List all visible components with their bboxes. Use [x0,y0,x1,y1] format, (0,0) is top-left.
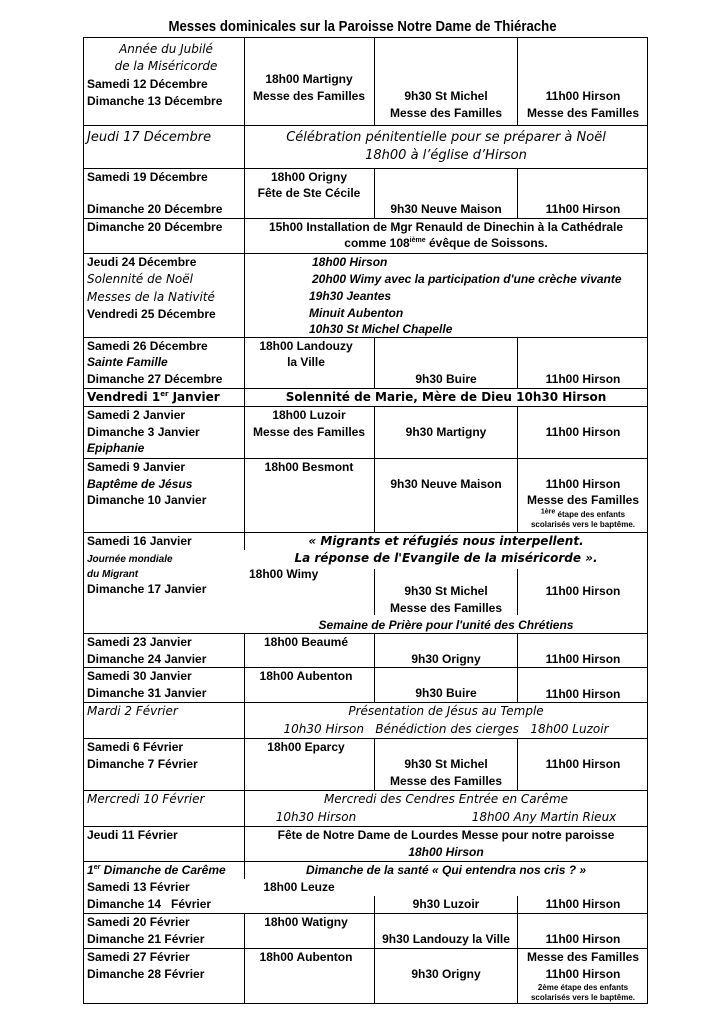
row-date: Samedi 13 Février [87,880,190,894]
row-date: Dimanche 17 Janvier [87,582,207,596]
mass-sunday-early: 9h30 St Michel [404,89,488,103]
mass-sunday-early-note: Messe des Familles [389,106,503,120]
event-title: 15h00 Installation de Mgr Renauld de Dinechin à la Cathédrale [268,220,624,234]
row-date: Samedi 23 Janvier [87,635,192,649]
mass-sunday-late: 11h00 Hirson [545,757,621,771]
mass-saturday: 18h00 Watigny [264,915,348,929]
row-date: Jeudi 11 Février [87,828,178,842]
mass-saturday-note: Fête de Ste Cécile [257,186,361,200]
row-date: Dimanche 24 Janvier [87,652,207,666]
mass-sunday-late: 11h00 Hirson [545,652,621,666]
mass-sunday-early-note: Messe des Familles [389,601,503,615]
mass-saturday: 18h00 Beaumé [263,635,349,649]
mass-sunday-late: 11h00 Hirson [545,584,621,598]
table-row [83,37,648,125]
table-row [83,861,648,913]
page-title: Messes dominicales sur la Paroisse Notre Dame de Thiérache [168,18,557,35]
row-date: Samedi 30 Janvier [87,669,192,683]
row-label: de la Miséricorde [114,59,218,73]
event-title: Célébration pénitentielle pour se préparer à Noël [286,130,606,145]
row-date: Dimanche 27 Décembre [87,372,223,386]
table-row [83,125,648,168]
mass-saturday-note: Messe des Familles [252,425,366,439]
event-detail: comme 108ième évêque de Soissons. [344,236,548,250]
event-title: Solennité de Marie, Mère de Dieu 10h30 Hirson [285,390,607,404]
mass-saturday: 18h00 Landouzy [259,339,353,353]
event-title: Présentation de Jésus au Temple [348,704,544,718]
mass-entry: 18h00 Hirson [312,255,388,269]
event-detail: 10h30 Hirson Bénédiction des cierges 18h00 Luzoir [283,722,609,736]
mass-sunday-early: 9h30 Neuve Maison [390,202,502,216]
mass-sunday-early: 9h30 Origny [411,967,481,981]
mass-sunday-early: 9h30 Neuve Maison [390,477,502,491]
row-label: Solennité de Noël [87,272,193,286]
mass-entry: Minuit Aubenton [309,306,404,320]
row-date: Dimanche 13 Décembre [87,94,223,108]
mass-sunday-late: 11h00 Hirson [545,687,621,701]
mass-sunday-early-note: Messe des Familles [389,774,503,788]
row-label: Année du Jubilé [119,42,213,56]
row-date: Vendredi 1er Janvier [87,390,220,404]
mass-sunday-late-footnote: 2ème étape des enfants [537,983,629,992]
table-row [83,948,648,1004]
row-date: Dimanche 7 Février [87,757,198,771]
row-date: Samedi 2 Janvier [87,408,186,422]
event-title: Dimanche de la santé « Qui entendra nos cris ? » [305,863,587,877]
row-date: Samedi 12 Décembre [87,77,208,91]
table-row [83,253,648,337]
event-title: « Migrants et réfugiés nous interpellent. [308,534,584,548]
mass-sunday-early: 9h30 Origny [411,652,481,666]
row-date: Dimanche 31 Janvier [87,686,207,700]
table-row [83,458,648,532]
mass-saturday: 18h00 Leuze [263,880,335,894]
mass-sunday-late: 11h00 Hirson [545,202,621,216]
row-date: Dimanche 20 Décembre [87,202,223,216]
row-label: Sainte Famille [87,355,168,369]
mass-sunday-late: 11h00 Hirson [545,897,621,911]
mass-sunday-late-footnote: scolarisés vers le baptême. [530,993,636,1002]
table-row [83,633,648,667]
mass-saturday: 18h00 Aubenton [259,669,353,683]
row-date: Dimanche 14 Février [87,897,212,911]
mass-sunday-early: 9h30 Landouzy la Ville [382,932,510,946]
mass-saturday: 18h00 Wimy [249,567,319,581]
table-row [83,826,648,861]
event-note: Semaine de Prière pour l'unité des Chrétiens [318,618,574,632]
mass-saturday: 18h00 Eparcy [267,740,345,754]
mass-entry: 20h00 Wimy avec la participation d'une crèche vivante [312,272,622,286]
mass-saturday-note: la Ville [287,355,325,369]
mass-saturday-note: Messe des Familles [252,89,366,103]
table-row [83,913,648,948]
row-date: Vendredi 25 Décembre [87,307,216,321]
mass-saturday: 18h00 Luzoir [272,408,346,422]
mass-sunday-late: 11h00 Hirson [545,425,621,439]
event-detail: La réponse de l'Evangile de la miséricorde ». [294,551,598,565]
row-date: Dimanche 20 Décembre [87,220,223,234]
row-date: Jeudi 24 Décembre [87,255,197,269]
mass-sunday-late: 11h00 Hirson [545,372,621,386]
row-date: Samedi 9 Janvier [87,460,186,474]
row-date: Samedi 6 Février [87,740,184,754]
row-label: Epiphanie [87,441,145,455]
mass-saturday: 18h00 Martigny [265,72,353,86]
row-date: Samedi 20 Février [87,915,190,929]
row-date: Mardi 2 Février [87,704,178,718]
table-row [83,738,648,790]
table-row [83,168,648,218]
table-row [83,702,648,738]
event-title: Fête de Notre Dame de Lourdes Messe pour notre paroisse [277,828,615,842]
mass-saturday: 18h00 Besmont [264,460,354,474]
mass-saturday: 18h00 Aubenton [259,950,353,964]
row-label: 1er Dimanche de Carême [87,863,226,877]
mass-saturday: 18h00 Origny [270,170,348,184]
mass-schedule-table [83,37,648,1004]
row-date: Dimanche 3 Janvier [87,425,200,439]
table-row [83,388,648,406]
mass-sunday-late-note: Messe des Familles [526,950,640,964]
table-row [83,532,648,633]
row-label: Journée mondiale [87,554,173,565]
mass-sunday-early: 9h30 St Michel [404,757,488,771]
mass-sunday-late: 11h00 Hirson [545,967,621,981]
row-label: Messes de la Nativité [87,290,215,304]
table-row [83,218,648,253]
row-date: Mercredi 10 Février [87,792,205,806]
mass-sunday-early: 9h30 St Michel [404,584,488,598]
mass-entry: 10h30 St Michel Chapelle [309,322,453,336]
event-title: Mercredi des Cendres Entrée en Carême [323,792,569,806]
mass-sunday-late-note: Messe des Familles [526,106,640,120]
mass-entry: 19h30 Jeantes [309,289,392,303]
mass-sunday-early: 9h30 Buire [415,372,477,386]
mass-sunday-late-note: Messe des Familles [526,493,640,507]
table-row [83,790,648,826]
row-date: Samedi 16 Janvier [87,534,192,548]
mass-sunday-late-footnote: $^{1ère}$ étape des enfants [540,508,626,519]
mass-sunday-early: 9h30 Luzoir [412,897,480,911]
row-label: Baptême de Jésus [87,477,193,491]
event-detail: 18h00 Hirson [408,845,484,859]
row-date: Samedi 27 Février [87,950,190,964]
event-detail: 10h30 Hirson [275,810,357,824]
mass-sunday-late: 11h00 Hirson [545,477,621,491]
mass-sunday-early: 9h30 Buire [415,686,477,700]
table-row [83,667,648,702]
table-row [83,406,648,458]
mass-sunday-late: 11h00 Hirson [545,89,621,103]
mass-sunday-early: 9h30 Martigny [405,425,487,439]
mass-sunday-late-footnote: scolarisés vers le baptême. [530,520,636,529]
row-date: Samedi 19 Décembre [87,170,208,184]
row-date: Samedi 26 Décembre [87,339,208,353]
mass-sunday-late: 11h00 Hirson [545,932,621,946]
row-date: Dimanche 10 Janvier [87,493,207,507]
row-date: Dimanche 21 Février [87,932,205,946]
event-detail: 18h00 à l’église d’Hirson [365,148,527,163]
table-row [83,337,648,388]
row-date: Dimanche 28 Février [87,967,205,981]
row-label: du Migrant [87,569,139,580]
row-date: Jeudi 17 Décembre [87,130,212,145]
event-detail: 18h00 Any Martin Rieux [471,810,617,824]
